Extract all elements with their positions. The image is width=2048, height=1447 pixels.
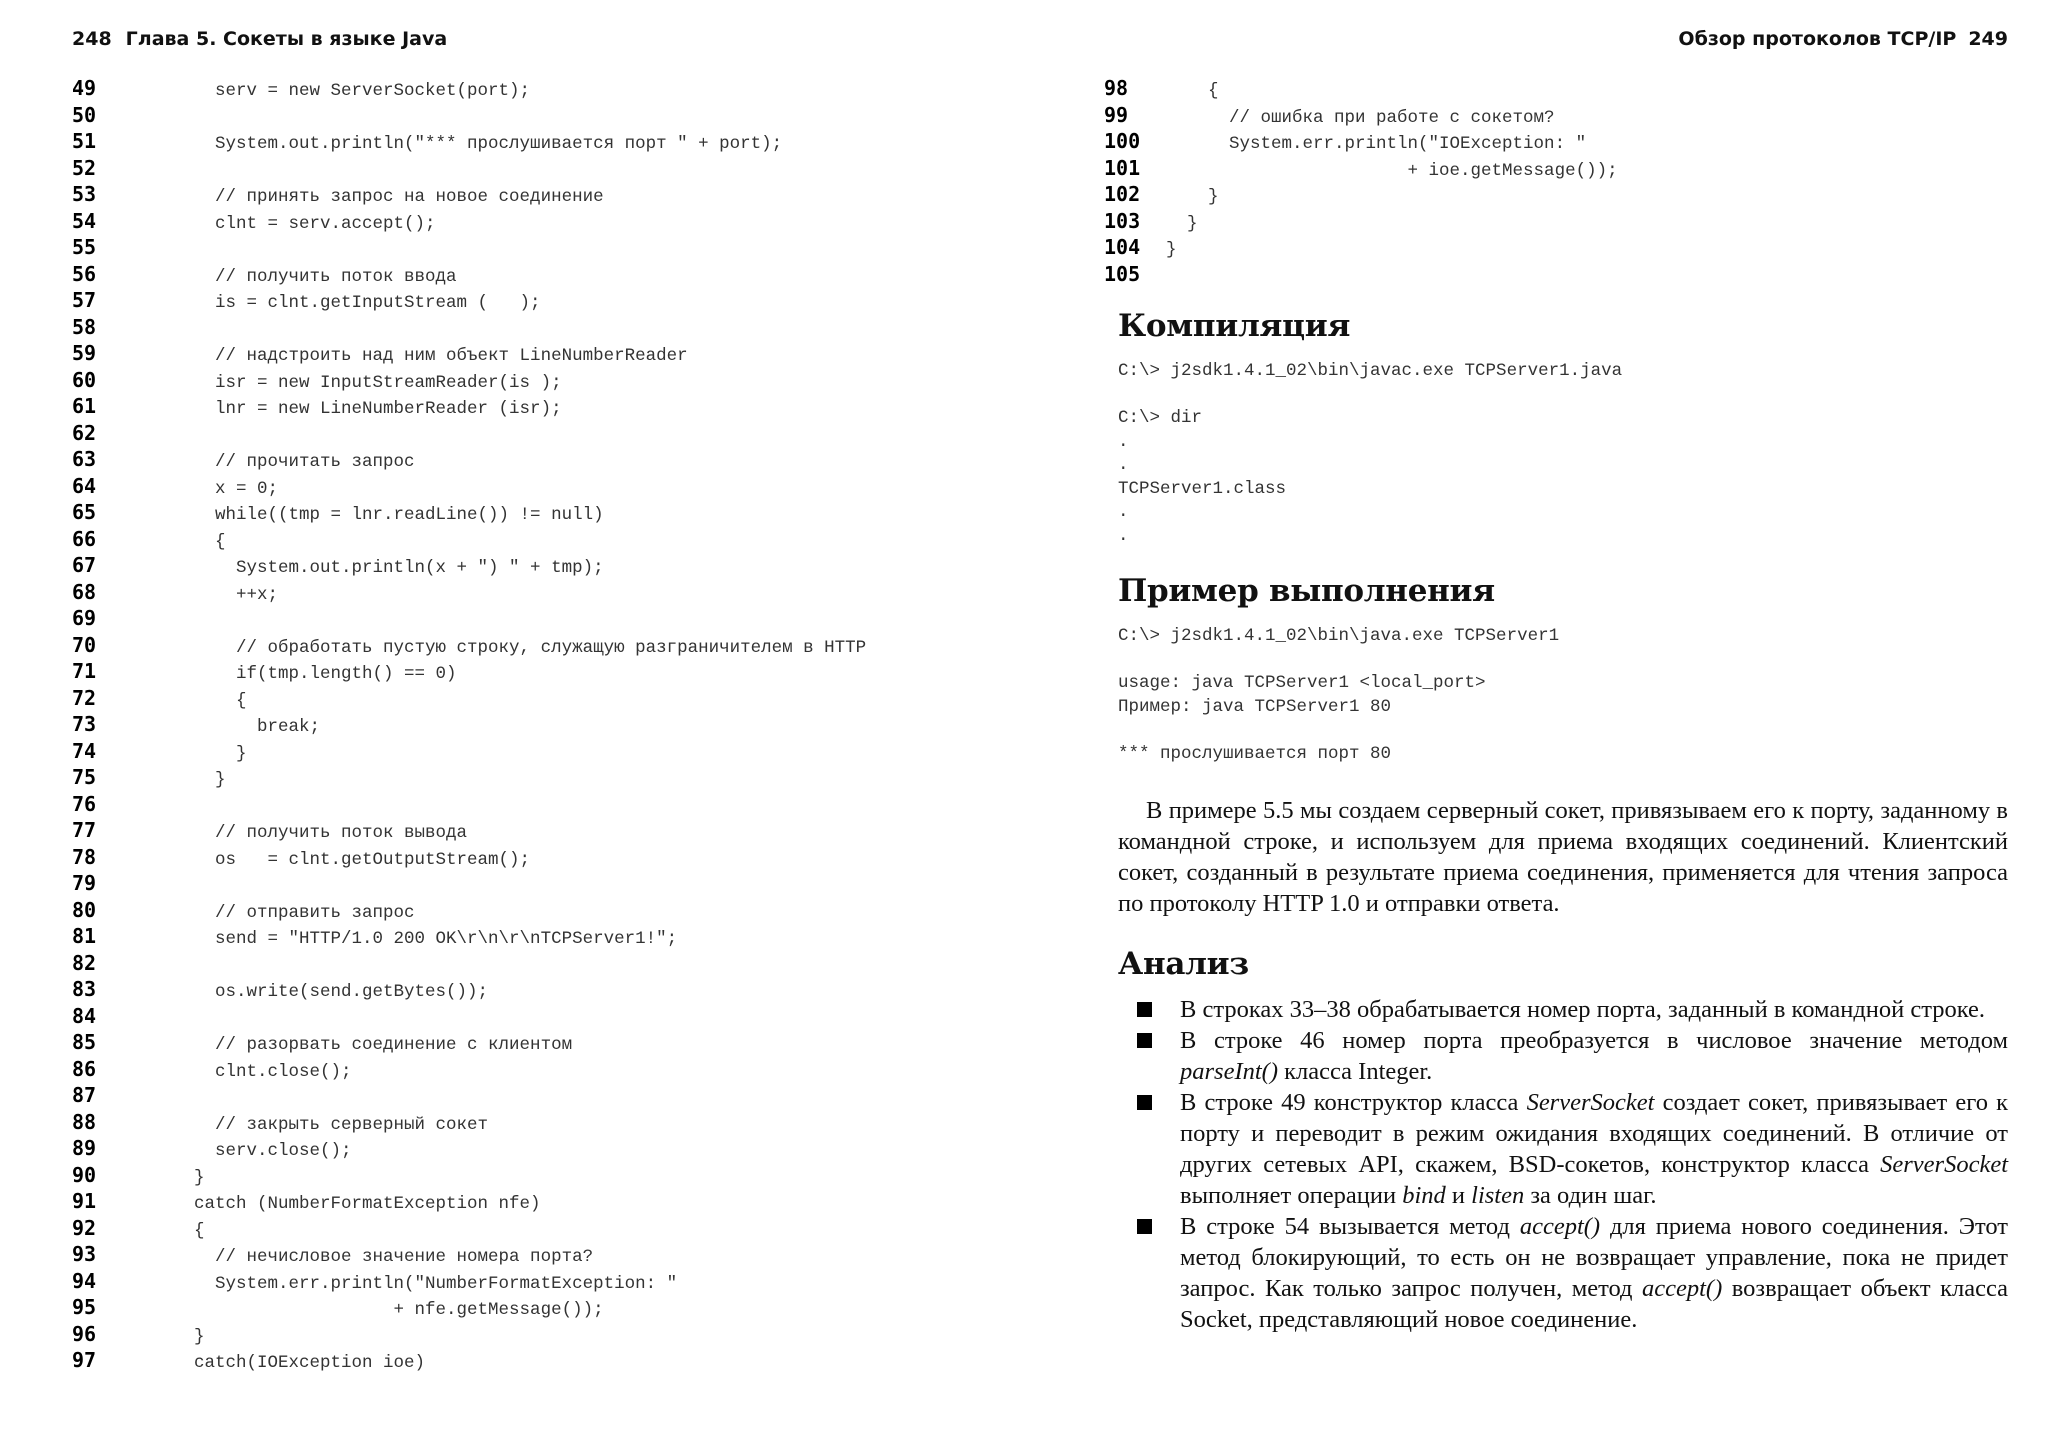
code-line — [1104, 234, 1618, 261]
bullet-italic-term: ServerSocket — [1880, 1151, 2008, 1178]
code-line — [72, 314, 866, 341]
analysis-bullet-item — [1118, 1087, 2008, 1211]
code-text: x = 0; — [152, 478, 279, 499]
line-number: 71 — [72, 659, 97, 683]
code-line — [72, 1215, 866, 1242]
line-number: 51 — [72, 129, 97, 153]
code-text: // прочитать запрос — [152, 452, 415, 472]
right-page — [1024, 0, 2048, 1447]
left-running-head-title: Глава 5. Сокеты в языке Java — [125, 28, 448, 50]
left-running-header — [72, 28, 447, 50]
code-text: // получить поток ввода — [152, 266, 457, 287]
line-number: 89 — [72, 1136, 97, 1160]
bullet-text: возвращает объект класса Socket, представляющий новое соединение. — [1180, 1275, 2008, 1333]
line-number: 55 — [72, 235, 97, 259]
code-line — [72, 155, 866, 182]
code-line — [72, 473, 866, 500]
line-number: 49 — [72, 76, 97, 100]
bullet-italic-term: bind — [1402, 1182, 1446, 1209]
code-line — [72, 287, 866, 314]
code-line — [1104, 75, 1618, 102]
code-text: ++x; — [152, 584, 279, 605]
line-number: 77 — [72, 818, 97, 842]
code-line — [72, 181, 866, 208]
code-line — [72, 1294, 866, 1321]
console-blank-line — [1118, 649, 1559, 673]
line-number: 98 — [1104, 76, 1129, 100]
code-line — [1104, 102, 1618, 129]
console-line: . — [1118, 525, 1129, 546]
code-line — [72, 791, 866, 818]
line-number: 68 — [72, 579, 97, 604]
code-text: } — [1166, 213, 1198, 234]
code-line — [72, 552, 866, 579]
code-line — [72, 1268, 866, 1295]
code-line — [72, 208, 866, 235]
code-text: // принять запрос на новое соединение — [152, 187, 604, 207]
analysis-bullet-list — [1118, 994, 2008, 1335]
code-text: // надстроить над ним объект LineNumberReader — [152, 346, 688, 366]
line-number: 80 — [72, 897, 97, 922]
console-line: C:\> j2sdk1.4.1_02\bin\javac.exe TCPServer1.java — [1118, 361, 1623, 381]
code-text: { — [152, 1220, 205, 1241]
code-text: catch (NumberFormatException nfe) — [152, 1194, 541, 1214]
code-line — [72, 1135, 866, 1162]
line-number: 69 — [72, 606, 97, 630]
line-number: 52 — [72, 155, 97, 180]
code-line — [72, 420, 866, 447]
line-number: 88 — [72, 1109, 97, 1134]
square-bullet-icon — [1137, 1002, 1152, 1017]
code-text: System.out.println("*** прослушивается порт " + port); — [152, 134, 783, 154]
bullet-italic-term: accept() — [1519, 1213, 1601, 1240]
bullet-text: выполняет операции — [1180, 1182, 1403, 1209]
code-line — [72, 1109, 866, 1136]
right-code-listing — [1104, 75, 1618, 287]
code-text: } — [152, 1167, 205, 1188]
console-line: usage: java TCPServer1 <local_port> — [1118, 673, 1486, 693]
line-number: 90 — [72, 1162, 97, 1187]
console-blank-line — [1118, 384, 1622, 408]
analysis-heading: Анализ — [1118, 946, 1249, 982]
line-number: 65 — [72, 500, 97, 524]
code-line — [72, 605, 866, 632]
code-text: // обработать пустую строку, служащую разграничителем в HTTP — [152, 637, 867, 658]
code-line — [72, 1347, 866, 1374]
code-text: } — [152, 743, 247, 764]
code-line — [1104, 181, 1618, 208]
right-page-number: 249 — [1968, 28, 2008, 50]
bullet-text: В строке 54 вызывается метод — [1180, 1213, 1520, 1240]
code-line — [72, 579, 866, 606]
code-text: } — [152, 1326, 205, 1347]
run-console-output — [1118, 625, 1559, 766]
line-number: 60 — [72, 367, 97, 392]
bullet-text: создает сокет, привязывает его к порту и переводит в режим ожидания входящих соединений. В отличие от других сетевых API, скажем, BSD-сокетов, конструктор класса — [1180, 1089, 2008, 1178]
line-number: 57 — [72, 288, 97, 312]
line-number: 67 — [72, 553, 97, 577]
line-number: 74 — [72, 738, 97, 763]
line-number: 101 — [1104, 155, 1141, 180]
code-line — [72, 1056, 866, 1083]
console-blank-line — [1118, 719, 1559, 743]
code-text: os = clnt.getOutputStream(); — [152, 849, 531, 870]
line-number: 53 — [72, 182, 97, 206]
console-line: TCPServer1.class — [1118, 478, 1287, 499]
line-number: 97 — [72, 1348, 97, 1372]
bullet-text: и — [1445, 1182, 1472, 1209]
line-number: 72 — [72, 685, 97, 710]
code-line — [72, 923, 866, 950]
line-number: 61 — [72, 394, 97, 418]
code-line — [72, 499, 866, 526]
line-number: 82 — [72, 950, 97, 975]
code-text: + nfe.getMessage()); — [152, 1300, 604, 1320]
line-number: 78 — [72, 844, 97, 869]
code-text: } — [1166, 240, 1177, 260]
line-number: 100 — [1104, 129, 1141, 153]
bullet-text: В строке 46 номер порта преобразуется в числовое значение методом — [1180, 1027, 2008, 1054]
line-number: 50 — [72, 102, 97, 127]
bullet-italic-term: parseInt() — [1180, 1058, 1278, 1085]
console-line: . — [1118, 455, 1129, 475]
line-number: 104 — [1104, 235, 1141, 259]
line-number: 103 — [1104, 208, 1141, 233]
run-example-heading: Пример выполнения — [1118, 573, 1495, 609]
code-text: // разорвать соединение с клиентом — [152, 1035, 573, 1055]
code-text: // получить поток вывода — [152, 823, 468, 843]
line-number: 99 — [1104, 102, 1129, 127]
bullet-text: В строке 49 конструктор класса — [1180, 1089, 1527, 1116]
left-page-number: 248 — [72, 28, 112, 50]
bullet-italic-term: ServerSocket — [1526, 1089, 1655, 1116]
code-line — [72, 976, 866, 1003]
code-line — [72, 897, 866, 924]
code-text: serv = new ServerSocket(port); — [152, 81, 531, 101]
code-line — [72, 870, 866, 897]
bullet-italic-term: accept() — [1642, 1275, 1723, 1302]
code-line — [72, 632, 866, 659]
code-text: catch(IOException ioe) — [152, 1353, 426, 1373]
console-line: . — [1118, 431, 1129, 452]
code-text: send = "HTTP/1.0 200 OK\r\n\r\nTCPServer1!"; — [152, 929, 678, 949]
line-number: 102 — [1104, 182, 1141, 206]
line-number: 76 — [72, 791, 97, 816]
console-line: . — [1118, 502, 1129, 522]
code-line — [72, 1029, 866, 1056]
bullet-text: В строках 33–38 обрабатывается номер порта, заданный в командной строке. — [1180, 996, 1986, 1023]
code-line — [1104, 128, 1618, 155]
line-number: 62 — [72, 420, 97, 445]
code-line — [72, 817, 866, 844]
code-line — [72, 844, 866, 871]
code-line — [72, 393, 866, 420]
code-line — [72, 128, 866, 155]
code-line — [72, 711, 866, 738]
line-number: 66 — [72, 526, 97, 551]
code-line — [72, 367, 866, 394]
code-text: System.err.println("IOException: " — [1166, 134, 1587, 154]
code-text: { — [1166, 81, 1219, 101]
code-text: lnr = new LineNumberReader (isr); — [152, 399, 562, 419]
code-line — [72, 1003, 866, 1030]
code-line — [72, 738, 866, 765]
left-code-listing — [72, 75, 866, 1374]
code-line — [72, 526, 866, 553]
code-line — [72, 446, 866, 473]
line-number: 84 — [72, 1003, 97, 1028]
code-line — [72, 340, 866, 367]
code-text: serv.close(); — [152, 1141, 352, 1161]
code-line — [72, 1162, 866, 1189]
body-paragraph: В примере 5.5 мы создаем серверный сокет, привязываем его к порту, заданному в командной строке, и используем для приема входящих соединений. Клиентский сокет, созданный в результате приема соединения, применяется для чтения запроса по протоколу HTTP 1.0 и отправки ответа. — [1118, 797, 2008, 917]
console-line: *** прослушивается порт 80 — [1118, 743, 1392, 764]
code-text: clnt.close(); — [152, 1061, 352, 1082]
line-number: 93 — [72, 1242, 97, 1266]
line-number: 85 — [72, 1030, 97, 1054]
line-number: 75 — [72, 765, 97, 789]
code-line — [72, 102, 866, 129]
code-text: isr = new InputStreamReader(is ); — [152, 372, 562, 393]
line-number: 96 — [72, 1321, 97, 1346]
line-number: 92 — [72, 1215, 97, 1240]
code-text: os.write(send.getBytes()); — [152, 982, 489, 1002]
code-line — [1104, 155, 1618, 182]
line-number: 91 — [72, 1189, 97, 1213]
code-line — [72, 234, 866, 261]
compile-heading: Компиляция — [1118, 308, 1351, 344]
line-number: 56 — [72, 261, 97, 286]
code-text: if(tmp.length() == 0) — [152, 664, 457, 684]
line-number: 79 — [72, 871, 97, 895]
line-number: 87 — [72, 1083, 97, 1107]
code-text: clnt = serv.accept(); — [152, 213, 436, 234]
code-line — [72, 75, 866, 102]
code-text: while((tmp = lnr.readLine()) != null) — [152, 505, 604, 525]
bullet-text: для приема нового соединения. Этот метод блокирующий, то есть он не возвращает управление, пока не придет запрос. Как только запрос получен, метод — [1180, 1213, 2008, 1302]
console-line: Пример: java TCPServer1 80 — [1118, 696, 1392, 717]
line-number: 95 — [72, 1295, 97, 1319]
code-line — [72, 261, 866, 288]
line-number: 86 — [72, 1056, 97, 1081]
code-text: } — [1166, 187, 1219, 207]
right-running-head-title: Обзор протоколов TCP/IP — [1678, 28, 1957, 50]
square-bullet-icon — [1137, 1219, 1152, 1234]
code-line — [72, 1188, 866, 1215]
code-line — [72, 658, 866, 685]
code-text: // отправить запрос — [152, 902, 415, 923]
compile-console-output — [1118, 360, 1622, 548]
console-line: C:\> j2sdk1.4.1_02\bin\java.exe TCPServer1 — [1118, 626, 1560, 646]
analysis-bullet-item — [1118, 994, 2008, 1025]
analysis-bullet-item — [1118, 1025, 2008, 1087]
code-text: System.err.println("NumberFormatException: " — [152, 1273, 678, 1294]
square-bullet-icon — [1137, 1095, 1152, 1110]
line-number: 83 — [72, 977, 97, 1001]
line-number: 105 — [1104, 261, 1141, 286]
code-text: break; — [152, 717, 321, 737]
line-number: 70 — [72, 632, 97, 657]
line-number: 58 — [72, 314, 97, 339]
code-text: is = clnt.getInputStream ( ); — [152, 293, 541, 313]
code-line — [1104, 208, 1618, 235]
right-running-header — [1678, 28, 2008, 50]
line-number: 73 — [72, 712, 97, 736]
code-text: // нечисловое значение номера порта? — [152, 1247, 594, 1267]
line-number: 54 — [72, 208, 97, 233]
code-text: { — [152, 690, 247, 711]
console-line: C:\> dir — [1118, 408, 1203, 428]
analysis-bullet-item — [1118, 1211, 2008, 1335]
bullet-text: класса Integer. — [1277, 1058, 1433, 1085]
code-text: // закрыть серверный сокет — [152, 1114, 489, 1135]
code-text: + ioe.getMessage()); — [1166, 160, 1618, 181]
line-number: 94 — [72, 1268, 97, 1293]
code-line — [1104, 261, 1618, 288]
code-text: System.out.println(x + ") " + tmp); — [152, 558, 604, 578]
code-line — [72, 1321, 866, 1348]
code-line — [72, 685, 866, 712]
line-number: 64 — [72, 473, 97, 498]
code-line — [72, 1241, 866, 1268]
line-number: 59 — [72, 341, 97, 365]
line-number: 63 — [72, 447, 97, 471]
code-line — [72, 764, 866, 791]
bullet-text: за один шаг. — [1524, 1182, 1657, 1209]
bullet-italic-term: listen — [1471, 1182, 1525, 1209]
code-text: // ошибка при работе с сокетом? — [1166, 107, 1555, 128]
code-line — [72, 950, 866, 977]
square-bullet-icon — [1137, 1033, 1152, 1048]
line-number: 81 — [72, 924, 97, 948]
code-text: } — [152, 770, 226, 790]
code-line — [72, 1082, 866, 1109]
code-text: { — [152, 531, 226, 552]
